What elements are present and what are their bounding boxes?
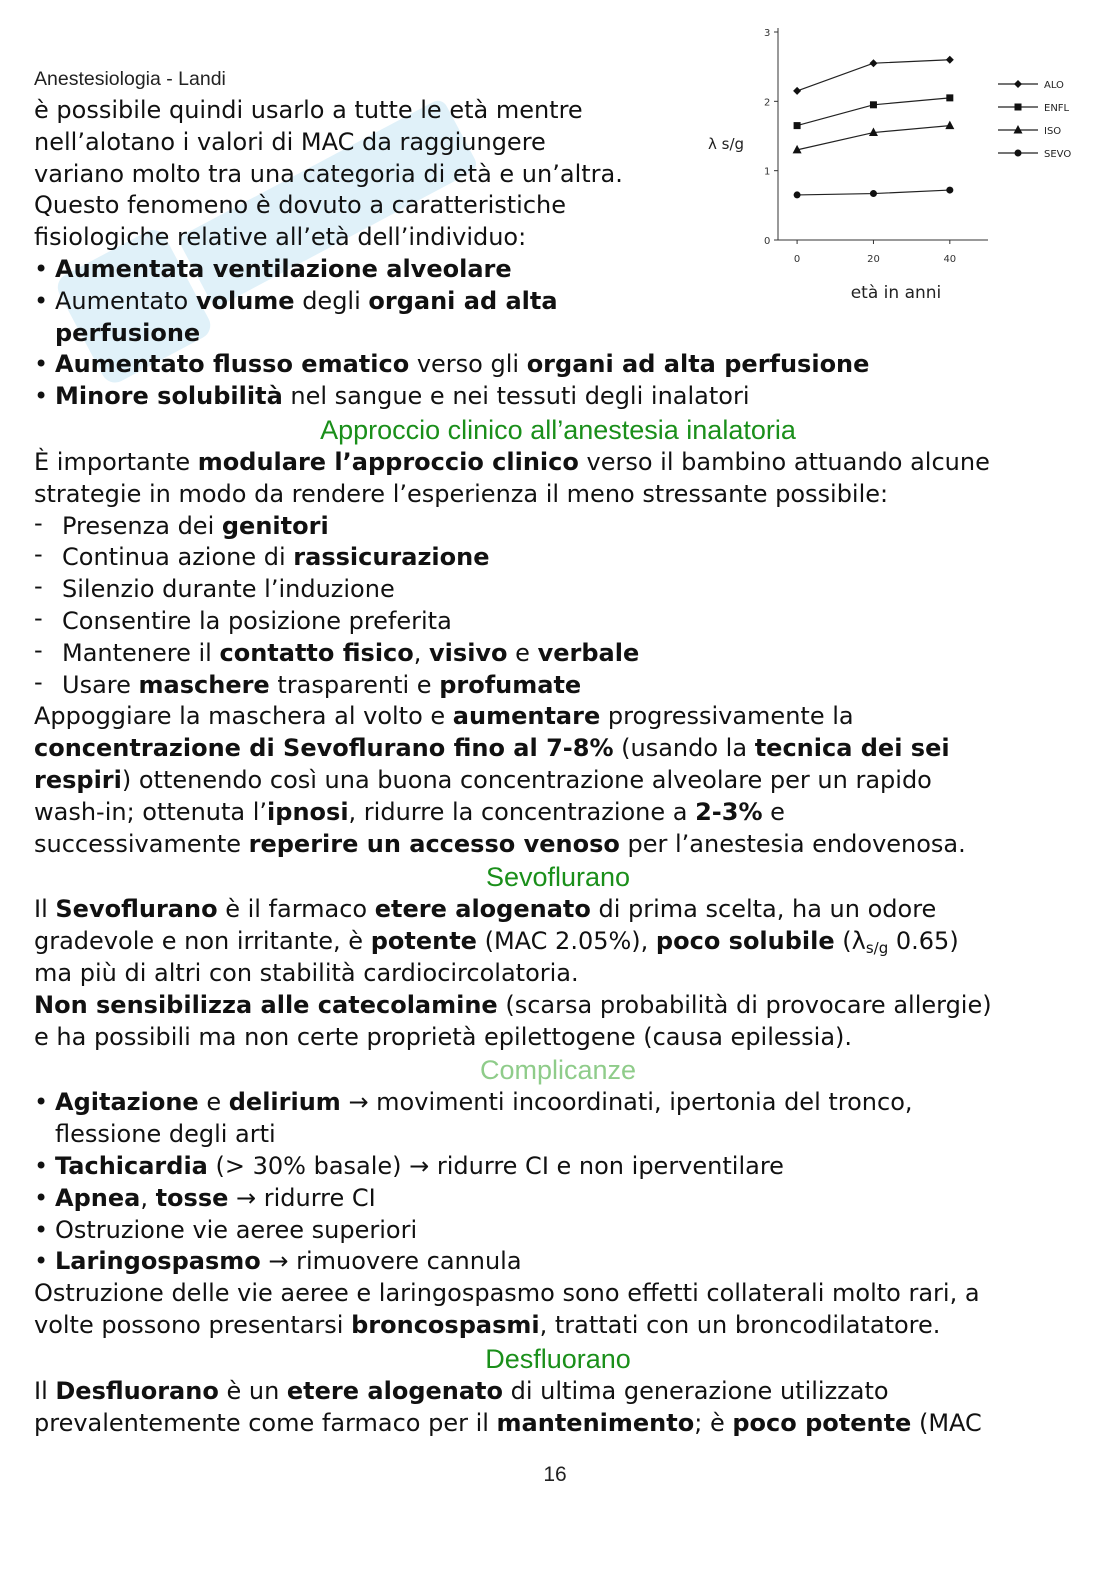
dash-list-item: Continua azione di rassicurazione <box>62 543 490 572</box>
dash-list-item: Silenzio durante l’induzione <box>62 575 395 604</box>
legend-label: ALO <box>1044 80 1064 91</box>
paragraph-line: gradevole e non irritante, è potente (MAC 2.05%), poco solubile ($\lambda_{s/g}$ 0.65) <box>34 927 959 958</box>
bullet-icon: • <box>34 1247 49 1276</box>
bullet-item-continuation: flessione degli arti <box>55 1120 276 1149</box>
dash-icon: - <box>34 604 43 632</box>
legend-label: SEVO <box>1044 149 1072 160</box>
section-heading-approccio: Approccio clinico all’anestesia inalatoria <box>320 415 796 445</box>
data-point-sevo <box>794 191 801 198</box>
paragraph-line: variano molto tra una categoria di età e un’altra. <box>34 159 623 188</box>
data-point-iso <box>945 121 954 130</box>
bullet-item: Aumentato volume degli organi ad alta <box>55 286 558 315</box>
bullet-item-continuation: perfusione <box>55 318 201 347</box>
bullet-item: Aumentato flusso ematico verso gli organi ad alta perfusione <box>55 350 870 379</box>
paragraph-line: Non sensibilizza alle catecolamine (scarsa probabilità di provocare allergie) <box>34 990 992 1019</box>
page-number: 16 <box>543 1463 567 1486</box>
bullet-icon: • <box>34 1215 49 1244</box>
document-header: Anestesiologia - Landi <box>34 68 226 90</box>
paragraph-line: strategie in modo da rendere l’esperienza il meno stressante possibile: <box>34 479 889 508</box>
paragraph-line: respiri) ottenendo così una buona concentrazione alveolare per un rapido <box>34 766 932 794</box>
bullet-icon: • <box>34 255 49 283</box>
paragraph-line: prevalentemente come farmaco per il mantenimento; è poco potente (MAC <box>34 1408 982 1437</box>
dash-list-item: Presenza dei genitori <box>62 511 329 540</box>
bullet-item: Tachicardia (> 30% basale) → ridurre CI e non iperventilare <box>55 1152 784 1180</box>
section-heading-complicanze: Complicanze <box>479 1055 637 1086</box>
x-tick-label: 20 <box>867 254 880 265</box>
data-point-enfl <box>794 122 801 129</box>
dash-icon: - <box>34 667 43 696</box>
bullet-icon: • <box>34 1183 49 1212</box>
data-point-alo <box>869 59 877 67</box>
dash-icon: - <box>34 508 43 537</box>
y-axis-label: λ s/g <box>708 135 745 153</box>
data-point-enfl <box>946 94 953 101</box>
paragraph-line: e ha possibili ma non certe proprietà epilettogene (causa epilessia). <box>34 1022 853 1051</box>
data-point-sevo <box>946 187 953 194</box>
legend-marker-iso <box>1014 125 1023 134</box>
dash-list-item: Mantenere il contatto fisico, visivo e verbale <box>62 638 640 667</box>
bullet-item: Laringospasmo → rimuovere cannula <box>55 1247 522 1276</box>
paragraph-line: fisiologiche relative all’età dell’individuo: <box>34 223 527 252</box>
section-heading-desfluorano: Desfluorano <box>485 1343 631 1374</box>
legend-marker-enfl <box>1015 104 1022 111</box>
paragraph-line: è possibile quindi usarlo a tutte le età mentre <box>34 96 583 124</box>
paragraph-line: Il Sevoflurano è il farmaco etere alogenato di prima scelta, ha un odore <box>34 895 937 924</box>
paragraph-line: concentrazione di Sevoflurano fino al 7-8% (usando la tecnica dei sei <box>34 734 950 763</box>
dash-list-item: Usare maschere trasparenti e profumate <box>62 670 582 699</box>
y-tick-label: 2 <box>764 97 771 109</box>
y-tick-label: 0 <box>764 236 771 247</box>
paragraph-line: Appoggiare la maschera al volto e aumentare progressivamente la <box>34 702 854 731</box>
data-point-enfl <box>870 101 877 108</box>
data-point-alo <box>793 87 801 95</box>
legend-marker-alo <box>1014 80 1022 88</box>
bullet-icon: • <box>34 1088 49 1117</box>
paragraph-line: ma più di altri con stabilità cardiocircolatoria. <box>34 959 579 987</box>
x-tick-label: 0 <box>793 254 801 265</box>
legend-marker-sevo <box>1015 150 1022 157</box>
lambda-subscript: s/g <box>865 939 889 958</box>
bullet-item: Agitazione e delirium → movimenti incoordinati, ipertonia del tronco, <box>55 1088 913 1117</box>
paragraph-line: Ostruzione delle vie aeree e laringospasmo sono effetti collaterali molto rari, a <box>34 1279 980 1308</box>
x-axis-label: età in anni <box>850 283 942 303</box>
y-tick-label: 1 <box>764 166 771 178</box>
dash-icon: - <box>34 540 43 569</box>
section-heading-sevoflurano: Sevoflurano <box>485 862 631 893</box>
data-point-sevo <box>870 190 877 197</box>
bullet-item: Aumentata ventilazione alveolare <box>55 255 512 283</box>
x-tick-label: 40 <box>943 254 957 265</box>
bullet-item: Apnea, tosse → ridurre CI <box>55 1183 376 1212</box>
paragraph-line: successivamente reperire un accesso venoso per l’anestesia endovenosa. <box>34 829 966 858</box>
legend-label: ENFL <box>1044 103 1070 114</box>
paragraph-line: nell’alotano i valori di MAC da raggiungere <box>34 127 546 156</box>
paragraph-line: wash-in; ottenuta l’ipnosi, ridurre la concentrazione a 2-3% e <box>34 797 785 826</box>
chart-solubility-vs-age <box>690 18 1090 318</box>
legend-label: ISO <box>1044 126 1062 137</box>
bullet-icon: • <box>34 382 49 411</box>
dash-list-item: Consentire la posizione preferita <box>62 607 452 635</box>
dash-icon: - <box>34 572 43 601</box>
paragraph-line: Questo fenomeno è dovuto a caratteristiche <box>34 191 567 220</box>
paragraph-line: È importante modulare l’approccio clinico verso il bambino attuando alcune <box>34 448 990 476</box>
paragraph-line: Il Desfluorano è un etere alogenato di ultima generazione utilizzato <box>34 1376 889 1405</box>
bullet-icon: • <box>34 1152 49 1180</box>
bullet-item: Minore solubilità nel sangue e nei tessuti degli inalatori <box>55 382 750 411</box>
bullet-item: Ostruzione vie aeree superiori <box>55 1215 418 1244</box>
paragraph-line: volte possono presentarsi broncospasmi, trattati con un broncodilatatore. <box>34 1311 941 1339</box>
data-point-alo <box>946 56 954 64</box>
dash-icon: - <box>34 635 43 664</box>
bullet-icon: • <box>34 350 49 379</box>
y-tick-label: 3 <box>764 28 771 39</box>
bullet-icon: • <box>34 286 49 315</box>
